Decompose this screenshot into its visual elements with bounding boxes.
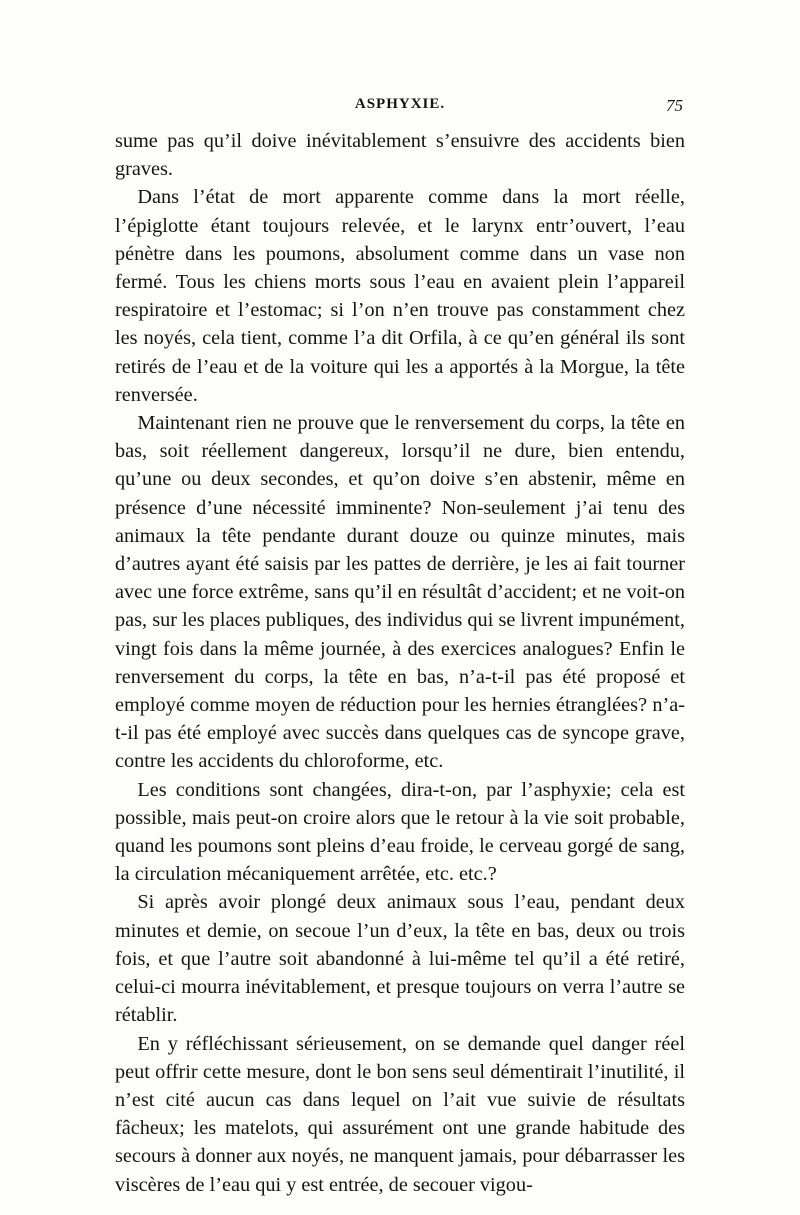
running-title: ASPHYXIE.: [354, 96, 446, 112]
paragraph: Dans l’état de mort apparente comme dans la mort réelle, l’épiglotte étant toujours relevée, et le larynx entr’ouvert, l’eau pénètre dans les poumons, absolument comme dans un vase non fermé. Tous les chiens morts sous l’eau en avaient plein l’appareil respiratoire et l’estomac; si l’on n’en trouve pas constamment chez les noyés, cela tient, comme l’a dit Orfila, à ce qu’en général ils sont retirés de l’eau et de la voiture qui les a apportés à la Morgue, la tête renversée.: [115, 186, 685, 406]
paragraph: Les conditions sont changées, dira-t-on, par l’asphyxie; cela est possible, mais peut-on croire alors que le retour à la vie soit probable, quand les poumons sont pleins d’eau froide, le cerveau gorgé de sang, la circulation mécaniquement arrêtée, etc. etc.?: [115, 778, 685, 886]
paragraph: En y réfléchissant sérieusement, on se demande quel danger réel peut offrir cette mesure, dont le bon sens seul démentirait l’inutilité, il n’est cité aucun cas dans lequel on l’ait vue suivie de résultats fâcheux; les matelots, qui assurément ont une grande habitude des secours à donner aux noyés, ne manquent jamais, pour débarrasser les viscères de l’eau qui y est entrée, de secouer vigou-: [115, 1032, 685, 1196]
paragraph: sume pas qu’il doive inévitablement s’ensuivre des accidents bien graves.: [115, 130, 685, 181]
body-text: [115, 127, 685, 1199]
page-number: 75: [666, 96, 683, 115]
paragraph: Si après avoir plongé deux animaux sous l’eau, pendant deux minutes et demie, on secoue l’un d’eux, la tête en bas, deux ou trois fois, et que l’autre soit abandonné à lui-même tel qu’il a été retiré, celui-ci mourra inévitablement, et presque toujours on verra l’autre se rétablir.: [115, 891, 685, 1027]
paragraph: Maintenant rien ne prouve que le renversement du corps, la tête en bas, soit réellement dangereux, lorsqu’il ne dure, bien entendu, qu’une ou deux secondes, et qu’on doive s’en abstenir, même en présence d’une nécessité imminente? Non-seulement j’ai tenu des animaux la tête pendante durant douze ou quinze minutes, mais d’autres ayant été saisis par les pattes de derrière, je les ai fait tourner avec une force extrême, sans qu’il en résultât d’accident; et ne voit-on pas, sur les places publiques, des individus qui se livrent impunément, vingt fois dans la même journée, à des exercices analogues? Enfin le renversement du corps, la tête en bas, n’a-t-il pas été proposé et employé comme moyen de réduction pour les hernies étranglées? n’a-t-il pas été employé avec succès dans quelques cas de syncope grave, contre les accidents du chloroforme, etc.: [115, 412, 685, 773]
running-head: [115, 96, 685, 120]
